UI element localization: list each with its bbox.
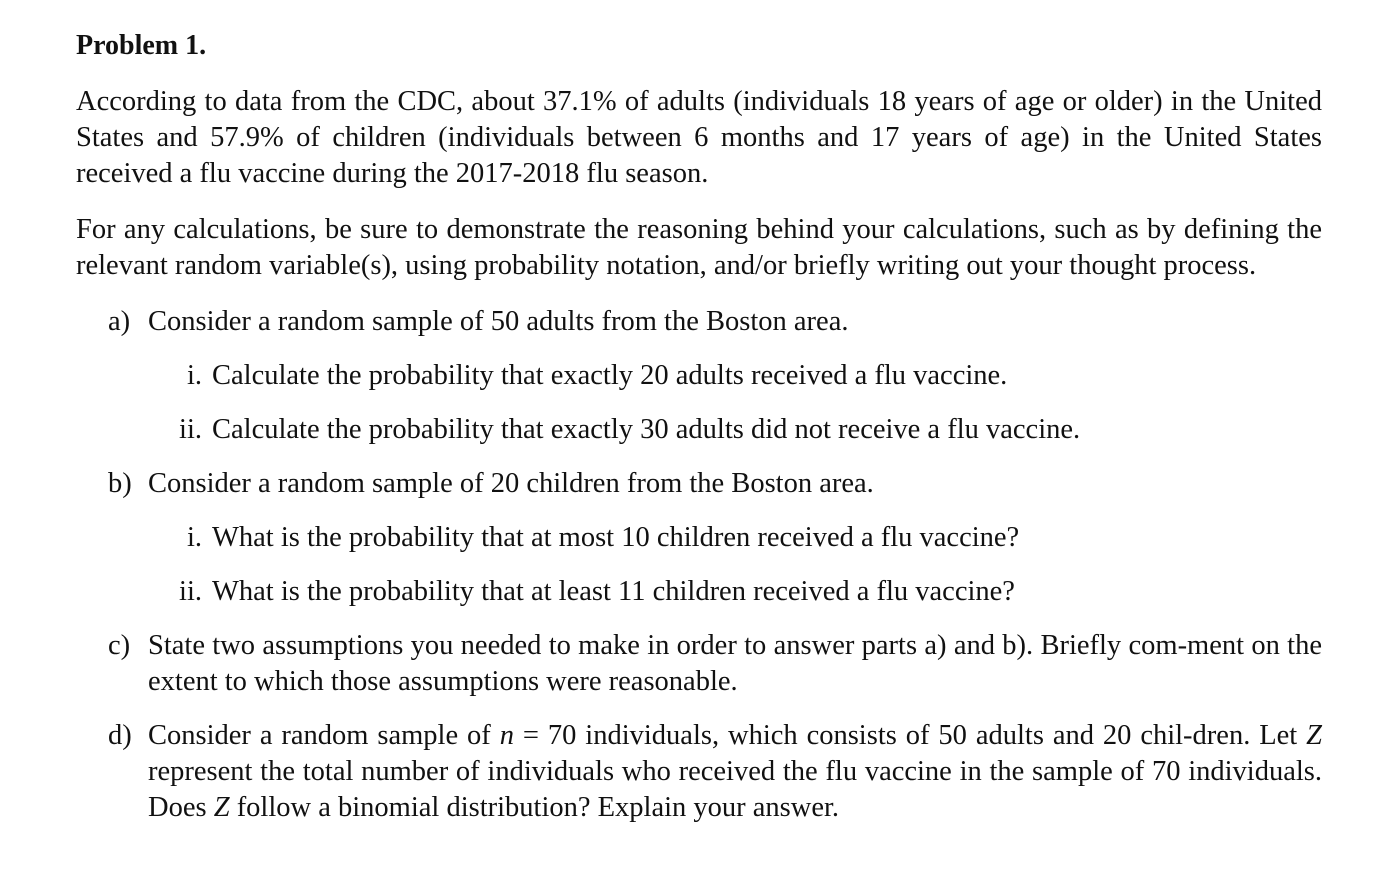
part-d [76,718,1322,826]
part-b-marker: b) [108,468,132,499]
part-d-math-n: n [499,720,514,751]
part-a-ii-text: Calculate the probability that exactly 30 adults did not receive a flu vaccine. [212,414,1081,445]
part-c [76,628,1322,700]
part-b-subparts [148,520,1322,610]
part-d-text-3: represent the total number of individuals who received the flu vaccine in the sample of 70 individuals. Does [148,756,1322,823]
part-b-i-text: What is the probability that at most 10 children received a flu vaccine? [212,522,1020,553]
parts-list [76,304,1322,826]
part-a-i [76,358,1322,394]
problem-page [76,28,1322,844]
part-d-text-1: Consider a random sample of [148,720,500,751]
instructions-paragraph: For any calculations, be sure to demonstrate the reasoning behind your calculations, such as by defining the relevant random variable(s), using probability notation, and/or briefly writing out your thought process. [76,214,1322,281]
problem-title: Problem 1. [76,30,207,61]
part-d-math-z-2: Z [213,792,230,823]
part-a-i-text: Calculate the probability that exactly 20 adults received a flu vaccine. [212,360,1008,391]
part-a-ii [76,412,1322,448]
part-a-text: Consider a random sample of 50 adults from the Boston area. [148,306,849,337]
part-b-i [76,520,1322,556]
part-b-text: Consider a random sample of 20 children from the Boston area. [148,468,874,499]
part-b-ii [76,574,1322,610]
part-a-subparts [148,358,1322,448]
intro-paragraph: According to data from the CDC, about 37.1% of adults (individuals 18 years of age or older) in the United States and 57.9% of children (individuals between 6 months and 17 years of age) in the United States received a flu vaccine during the 2017-2018 flu season. [76,86,1322,189]
part-a [76,304,1322,448]
part-b-i-marker: i. [186,522,202,553]
part-a-ii-marker: ii. [179,414,202,445]
part-d-math-z-1: Z [1306,720,1322,751]
part-d-text-2: = 70 individuals, which consists of 50 adults and 20 chil-dren. Let [513,720,1307,751]
part-c-marker: c) [108,630,131,661]
part-d-marker: d) [108,720,132,751]
part-b [76,466,1322,610]
part-b-ii-text: What is the probability that at least 11 children received a flu vaccine? [212,576,1015,607]
part-a-marker: a) [108,306,131,337]
part-d-text-4: follow a binomial distribution? Explain your answer. [229,792,840,823]
part-a-i-marker: i. [186,360,202,391]
part-c-text: State two assumptions you needed to make in order to answer parts a) and b). Briefly com-ment on the extent to which those assumptions were reasonable. [148,630,1322,697]
part-b-ii-marker: ii. [179,576,202,607]
